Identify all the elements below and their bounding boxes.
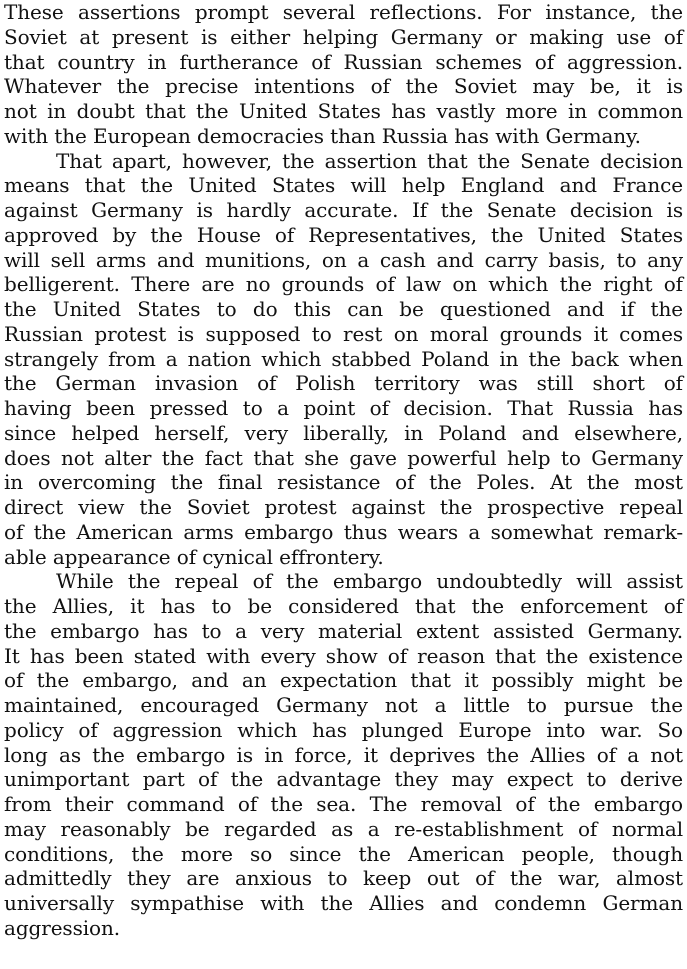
text-line: These assertions prompt several reflections. For instance, the (4, 0, 683, 24)
text-line: the United States to do this can be questioned and if the (4, 297, 683, 321)
text-line: able appearance of cynical effrontery. (4, 544, 384, 569)
text-line: That apart, however, the assertion that the Senate decision (56, 148, 683, 173)
text-line: since helped herself, very liberally, in Poland and elsewhere, (4, 420, 683, 445)
text-line: with the European democracies than Russia has with Germany. (4, 123, 641, 148)
text-line: It has been stated with every show of reason that the existence (4, 643, 683, 668)
text-line: approved by the House of Representatives, the United States (4, 222, 683, 247)
text-line: of the embargo, and an expectation that it possibly might be (4, 668, 683, 693)
text-line: in overcoming the final resistance of the Poles. At the most (4, 470, 683, 495)
text-line: the embargo has to a very material extent assisted Germany. (4, 618, 683, 643)
text-line: Soviet at present is either helping Germany or making use of (4, 24, 683, 49)
text-line: Russian protest is supposed to rest on moral grounds it comes (4, 321, 683, 346)
text-line: against Germany is hardly accurate. If the Senate decision is (4, 198, 683, 222)
text-line: unimportant part of the advantage they may expect to derive (4, 767, 683, 792)
text-line: the German invasion of Polish territory was still short of (4, 371, 683, 396)
text-line: While the repeal of the embargo undoubtedly will assist (56, 569, 683, 594)
text-line: admittedly they are anxious to keep out of the war, almost (4, 866, 683, 891)
text-line: from their command of the sea. The removal of the embargo (4, 792, 683, 816)
text-line: long as the embargo is in force, it deprives the Allies of a not (4, 742, 683, 767)
paragraph-soviet-intentions (4, 0, 683, 149)
text-line: having been pressed to a point of decision. That Russia has (4, 396, 683, 420)
text-line: may reasonably be regarded as a re-establishment of normal (4, 816, 683, 841)
text-line: means that the United States will help England and France (4, 173, 683, 198)
text-line: conditions, the more so since the American people, though (4, 841, 683, 866)
text-line: will sell arms and munitions, on a cash and carry basis, to any (4, 247, 683, 272)
text-line: strangely from a nation which stabbed Poland in the back when (4, 346, 683, 371)
text-line: not in doubt that the United States has vastly more in common (4, 99, 683, 123)
text-line: the Allies, it has to be considered that the enforcement of (4, 594, 683, 618)
paragraph-embargo-repeal (4, 569, 683, 940)
text-line: policy of aggression which has plunged Europe into war. So (4, 717, 683, 742)
text-line: maintained, encouraged Germany not a little to pursue the (4, 693, 683, 717)
text-line: that country in furtherance of Russian schemes of aggression. (4, 49, 683, 74)
text-line: direct view the Soviet protest against the prospective repeal (4, 495, 683, 519)
text-line: universally sympathise with the Allies and condemn German (4, 891, 683, 915)
text-line: of the American arms embargo thus wears a somewhat remark- (4, 519, 683, 544)
text-line: belligerent. There are no grounds of law on which the right of (4, 272, 683, 297)
text-line: Whatever the precise intentions of the Soviet may be, it is (4, 74, 683, 99)
text-line: aggression. (4, 915, 121, 940)
text-line: does not alter the fact that she gave powerful help to Germany (4, 445, 683, 470)
paragraph-senate-decision (4, 149, 683, 570)
